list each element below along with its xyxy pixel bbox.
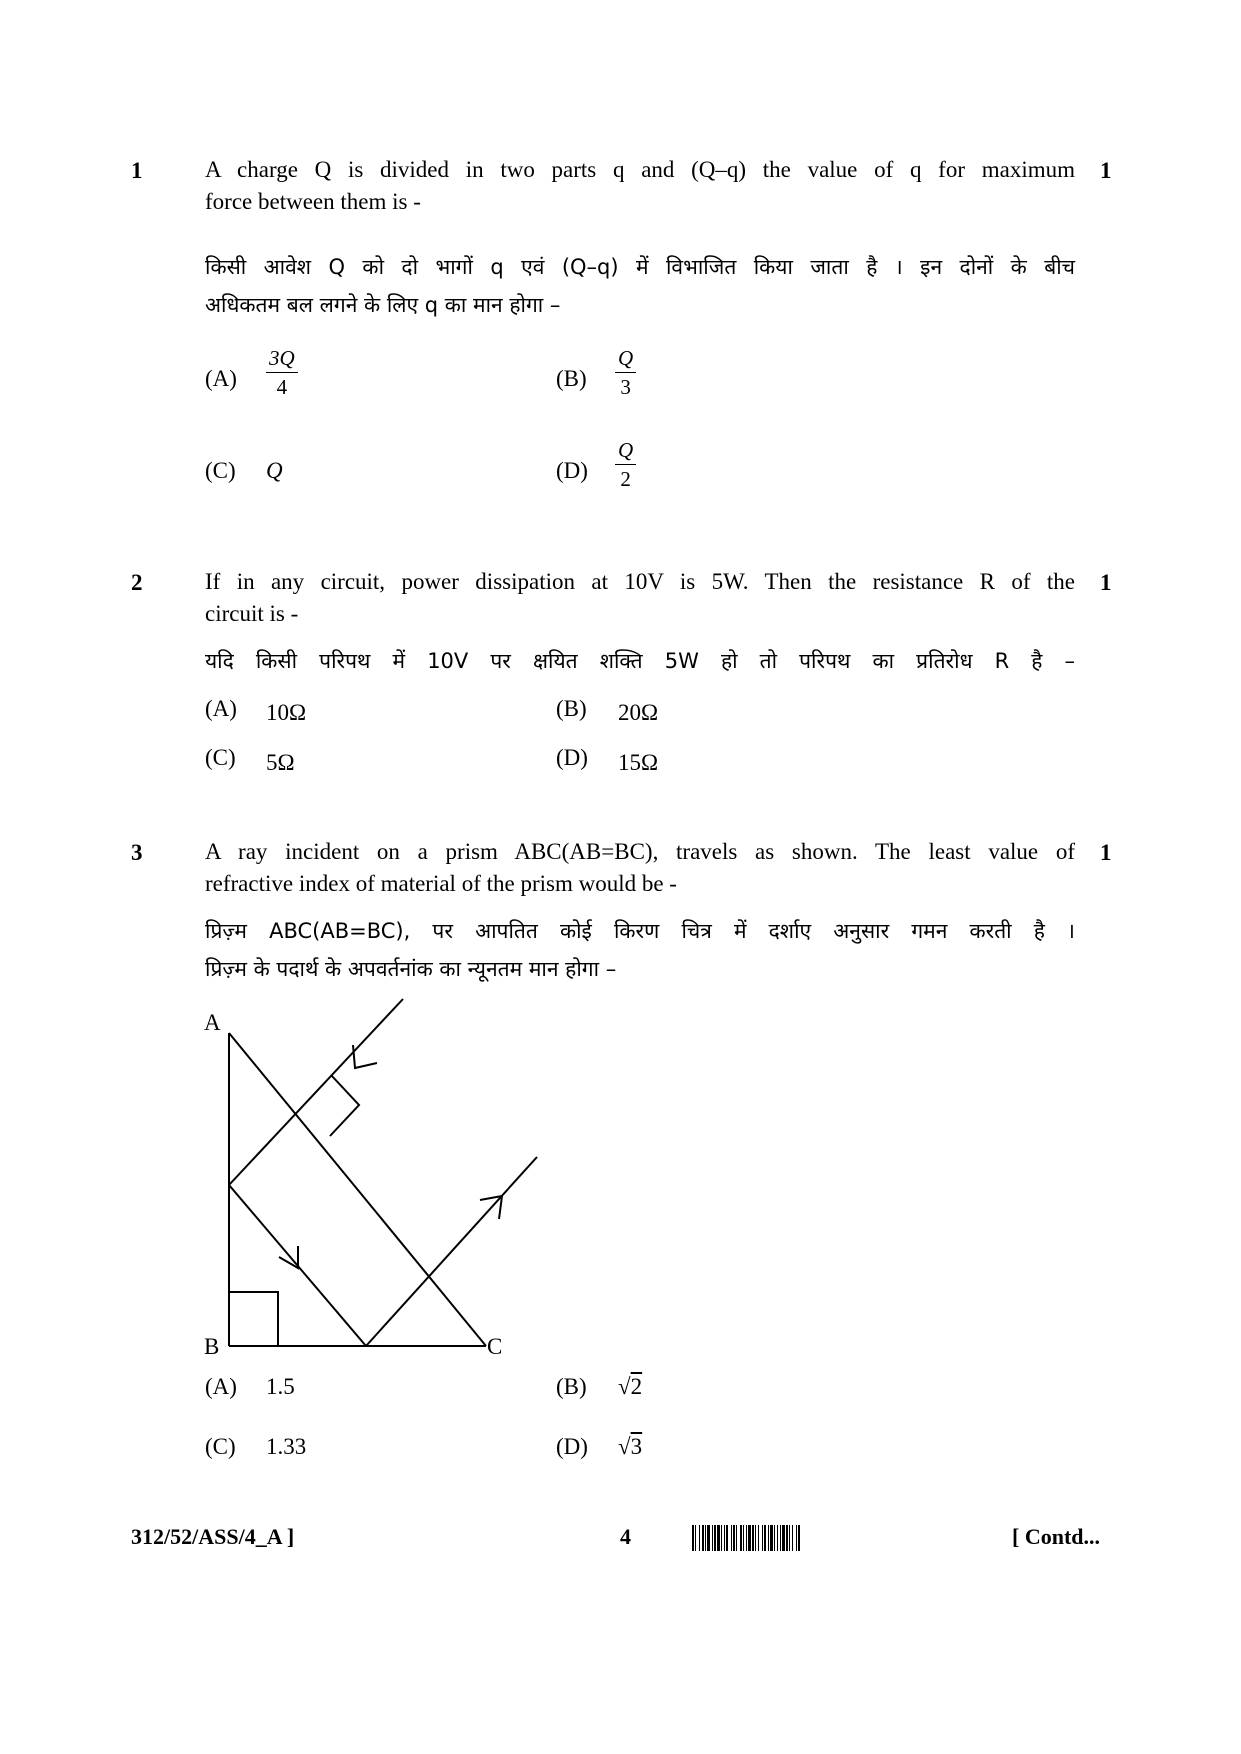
- fraction-numerator: Q: [615, 438, 636, 465]
- question-marks: 1: [1100, 158, 1112, 183]
- option-label: (B): [556, 696, 587, 721]
- sqrt-expression: √2: [618, 1374, 643, 1399]
- option-label: (D): [556, 458, 588, 483]
- sqrt-radicand: 2: [630, 1374, 643, 1399]
- option-label: (C): [205, 745, 236, 770]
- option-label: (C): [205, 458, 236, 483]
- question-line: circuit is -: [205, 601, 299, 626]
- emergent-ray: [366, 1157, 537, 1346]
- option-label: (D): [556, 1434, 588, 1459]
- question-number: 1: [131, 158, 143, 183]
- fraction-denominator: 4: [276, 375, 288, 399]
- question-line: प्रिज़्म ABC(AB=BC), पर आपतित कोई किरण चित्र में दर्शाए अनुसार गमन करती है ।: [205, 919, 1075, 943]
- option-label: (A): [205, 1374, 237, 1399]
- option-label: (D): [556, 745, 588, 770]
- right-angle-marker-b: [229, 1292, 278, 1346]
- question-line: यदि किसी परिपथ में 10V पर क्षयित शक्ति 5W हो तो परिपथ का प्रतिरोध R है –: [205, 649, 1075, 673]
- sqrt-radicand: 3: [630, 1434, 643, 1459]
- contd-label: [ Contd...: [1012, 1524, 1101, 1549]
- question-line: प्रिज़्म के पदार्थ के अपवर्तनांक का न्यूनतम मान होगा –: [205, 957, 617, 981]
- question-marks: 1: [1100, 840, 1112, 865]
- fraction-numerator: 3Q: [266, 346, 298, 373]
- question-line: किसी आवेश Q को दो भागों q एवं (Q–q) में विभाजित किया जाता है । इन दोनों के बीच: [205, 255, 1075, 279]
- incident-ray: [229, 999, 403, 1185]
- page-number: 4: [620, 1524, 631, 1549]
- option-value: 1.5: [266, 1374, 295, 1399]
- option-value: 5Ω: [266, 750, 295, 775]
- question-line: If in any circuit, power dissipation at 10V is 5W. Then the resistance R of the: [205, 569, 1075, 594]
- option-value: 20Ω: [618, 700, 659, 725]
- fraction-denominator: 2: [620, 467, 631, 491]
- prism-side-ac: [229, 1033, 486, 1346]
- vertex-label-b: B: [204, 1334, 220, 1359]
- fraction-denominator: 3: [620, 375, 631, 399]
- question-number: 2: [131, 570, 143, 595]
- option-label: (B): [556, 1374, 587, 1399]
- option-value: 15Ω: [618, 750, 659, 775]
- barcode-bar: [800, 1525, 801, 1551]
- question-marks: 1: [1100, 570, 1112, 595]
- vertex-label-c: C: [487, 1334, 503, 1359]
- option-label: (A): [205, 366, 237, 391]
- option-value: 1.33: [266, 1434, 307, 1459]
- question-number: 3: [131, 840, 143, 865]
- barcode: [692, 1525, 992, 1551]
- right-angle-marker-ac: [330, 1075, 359, 1136]
- question-line: refractive index of material of the prism would be -: [205, 871, 677, 896]
- option-value: 10Ω: [266, 700, 307, 725]
- option-label: (C): [205, 1434, 236, 1459]
- question-line: A ray incident on a prism ABC(AB=BC), travels as shown. The least value of: [205, 839, 1075, 864]
- question-line: A charge Q is divided in two parts q and (Q–q) the value of q for maximum: [205, 157, 1075, 182]
- paper-code: 312/52/ASS/4_A ]: [131, 1524, 295, 1549]
- option-label: (B): [556, 366, 587, 391]
- option-c-value: Q: [266, 458, 283, 483]
- fraction-numerator: Q: [615, 346, 636, 373]
- question-line: अधिकतम बल लगने के लिए q का मान होगा –: [205, 293, 561, 317]
- option-label: (A): [205, 696, 237, 721]
- sqrt-expression: √3: [618, 1434, 643, 1459]
- vertex-label-a: A: [204, 1010, 221, 1035]
- reflected-ray-arrow: [279, 1246, 298, 1268]
- question-line: force between them is -: [205, 189, 421, 214]
